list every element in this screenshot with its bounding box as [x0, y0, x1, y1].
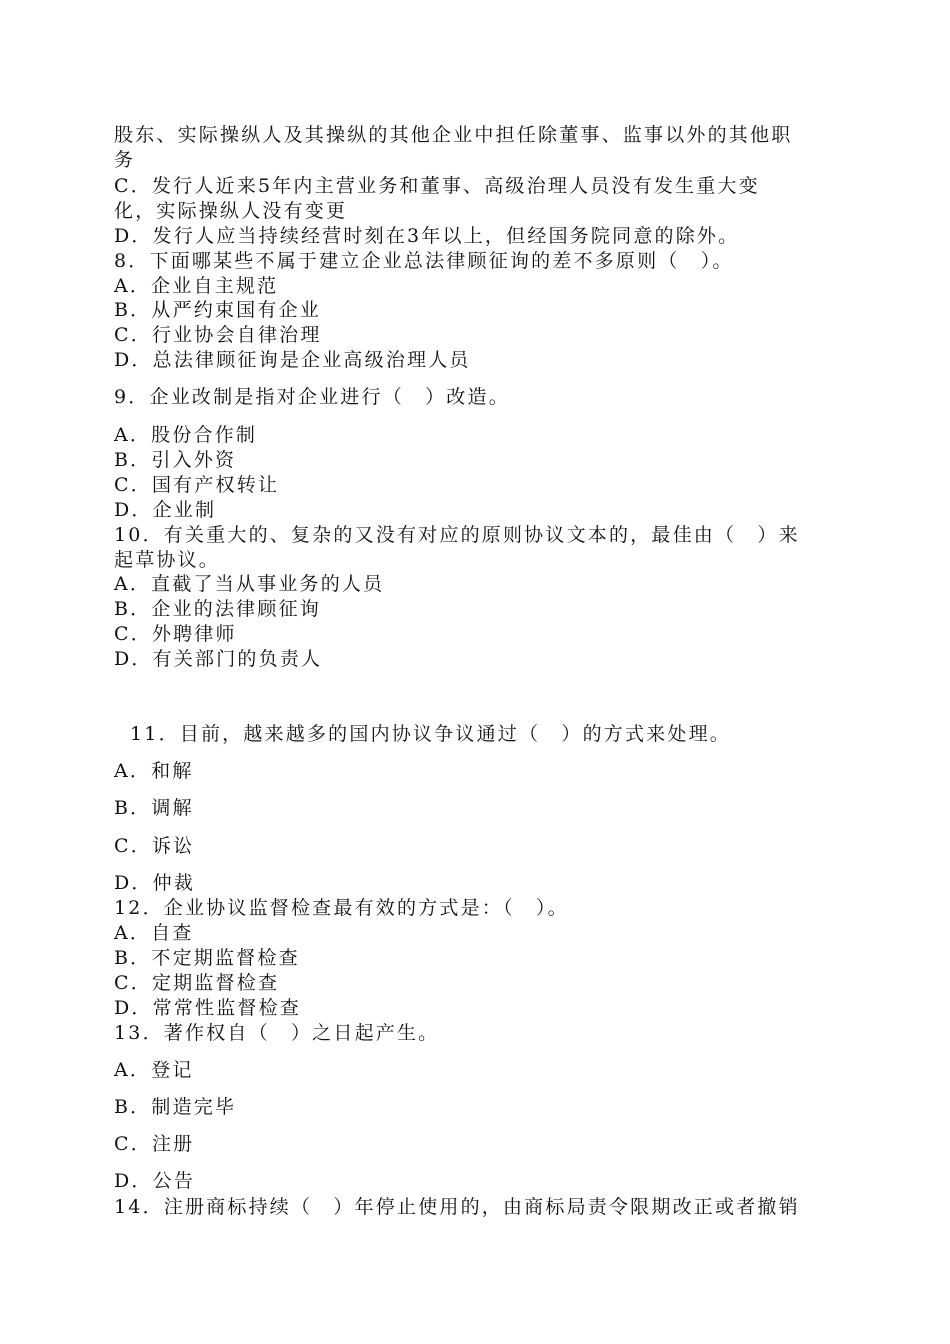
option-a: A．和解 — [114, 760, 194, 782]
option-a: A．登记 — [114, 1059, 194, 1081]
option-d: D．总法律顾征询是企业高级治理人员 — [114, 349, 471, 371]
question-12: 12．企业协议监督检查最有效的方式是：（ ）。 — [114, 897, 569, 919]
question-11: 11．目前，越来越多的国内协议争议通过（ ）的方式来处理。 — [130, 723, 731, 745]
option-b: B．从严约束国有企业 — [114, 299, 321, 321]
option-a: A．股份合作制 — [114, 424, 258, 446]
option-d: D．公告 — [114, 1170, 196, 1192]
option-b: B．引入外资 — [114, 449, 237, 471]
option-c: C．行业协会自律治理 — [114, 324, 322, 346]
option-b: B．调解 — [114, 797, 194, 819]
text-line: 股东、实际操纵人及其操纵的其他企业中担任除董事、监事以外的其他职 — [114, 124, 793, 146]
option-c: C．国有产权转让 — [114, 474, 280, 496]
option-c: C．外聘律师 — [114, 623, 237, 645]
text-line: 务 — [114, 149, 136, 171]
text-line: 化，实际操纵人没有变更 — [114, 200, 348, 222]
question-8: 8．下面哪某些不属于建立企业总法律顾征询的差不多原则（ ）。 — [114, 250, 734, 272]
option-a: A．企业自主规范 — [114, 275, 279, 297]
option-b: B．制造完毕 — [114, 1096, 237, 1118]
option-c: C．发行人近来5年内主营业务和董事、高级治理人员没有发生重大变 — [114, 175, 760, 197]
option-a: A．自查 — [114, 922, 194, 944]
option-d: D．常常性监督检查 — [114, 997, 302, 1019]
option-c: C．诉讼 — [114, 835, 195, 857]
question-9: 9．企业改制是指对企业进行（ ）改造。 — [114, 386, 510, 408]
option-c: C．定期监督检查 — [114, 972, 280, 994]
question-10: 10．有关重大的、复杂的又没有对应的原则协议文本的，最佳由（ ）来 — [114, 524, 800, 546]
option-c: C．注册 — [114, 1133, 195, 1155]
option-d: D．发行人应当持续经营时刻在3年以上，但经国务院同意的除外。 — [114, 225, 740, 247]
option-d: D．仲裁 — [114, 872, 196, 894]
question-14: 14．注册商标持续（ ）年停止使用的，由商标局责令限期改正或者撤销 — [114, 1196, 800, 1218]
question-13: 13．著作权自（ ）之日起产生。 — [114, 1022, 440, 1044]
text-line: 起草协议。 — [114, 549, 221, 571]
option-b: B．不定期监督检查 — [114, 947, 300, 969]
option-b: B．企业的法律顾征询 — [114, 598, 321, 620]
option-a: A．直截了当从事业务的人员 — [114, 573, 385, 595]
option-d: D．有关部门的负责人 — [114, 648, 323, 670]
option-d: D．企业制 — [114, 499, 217, 521]
